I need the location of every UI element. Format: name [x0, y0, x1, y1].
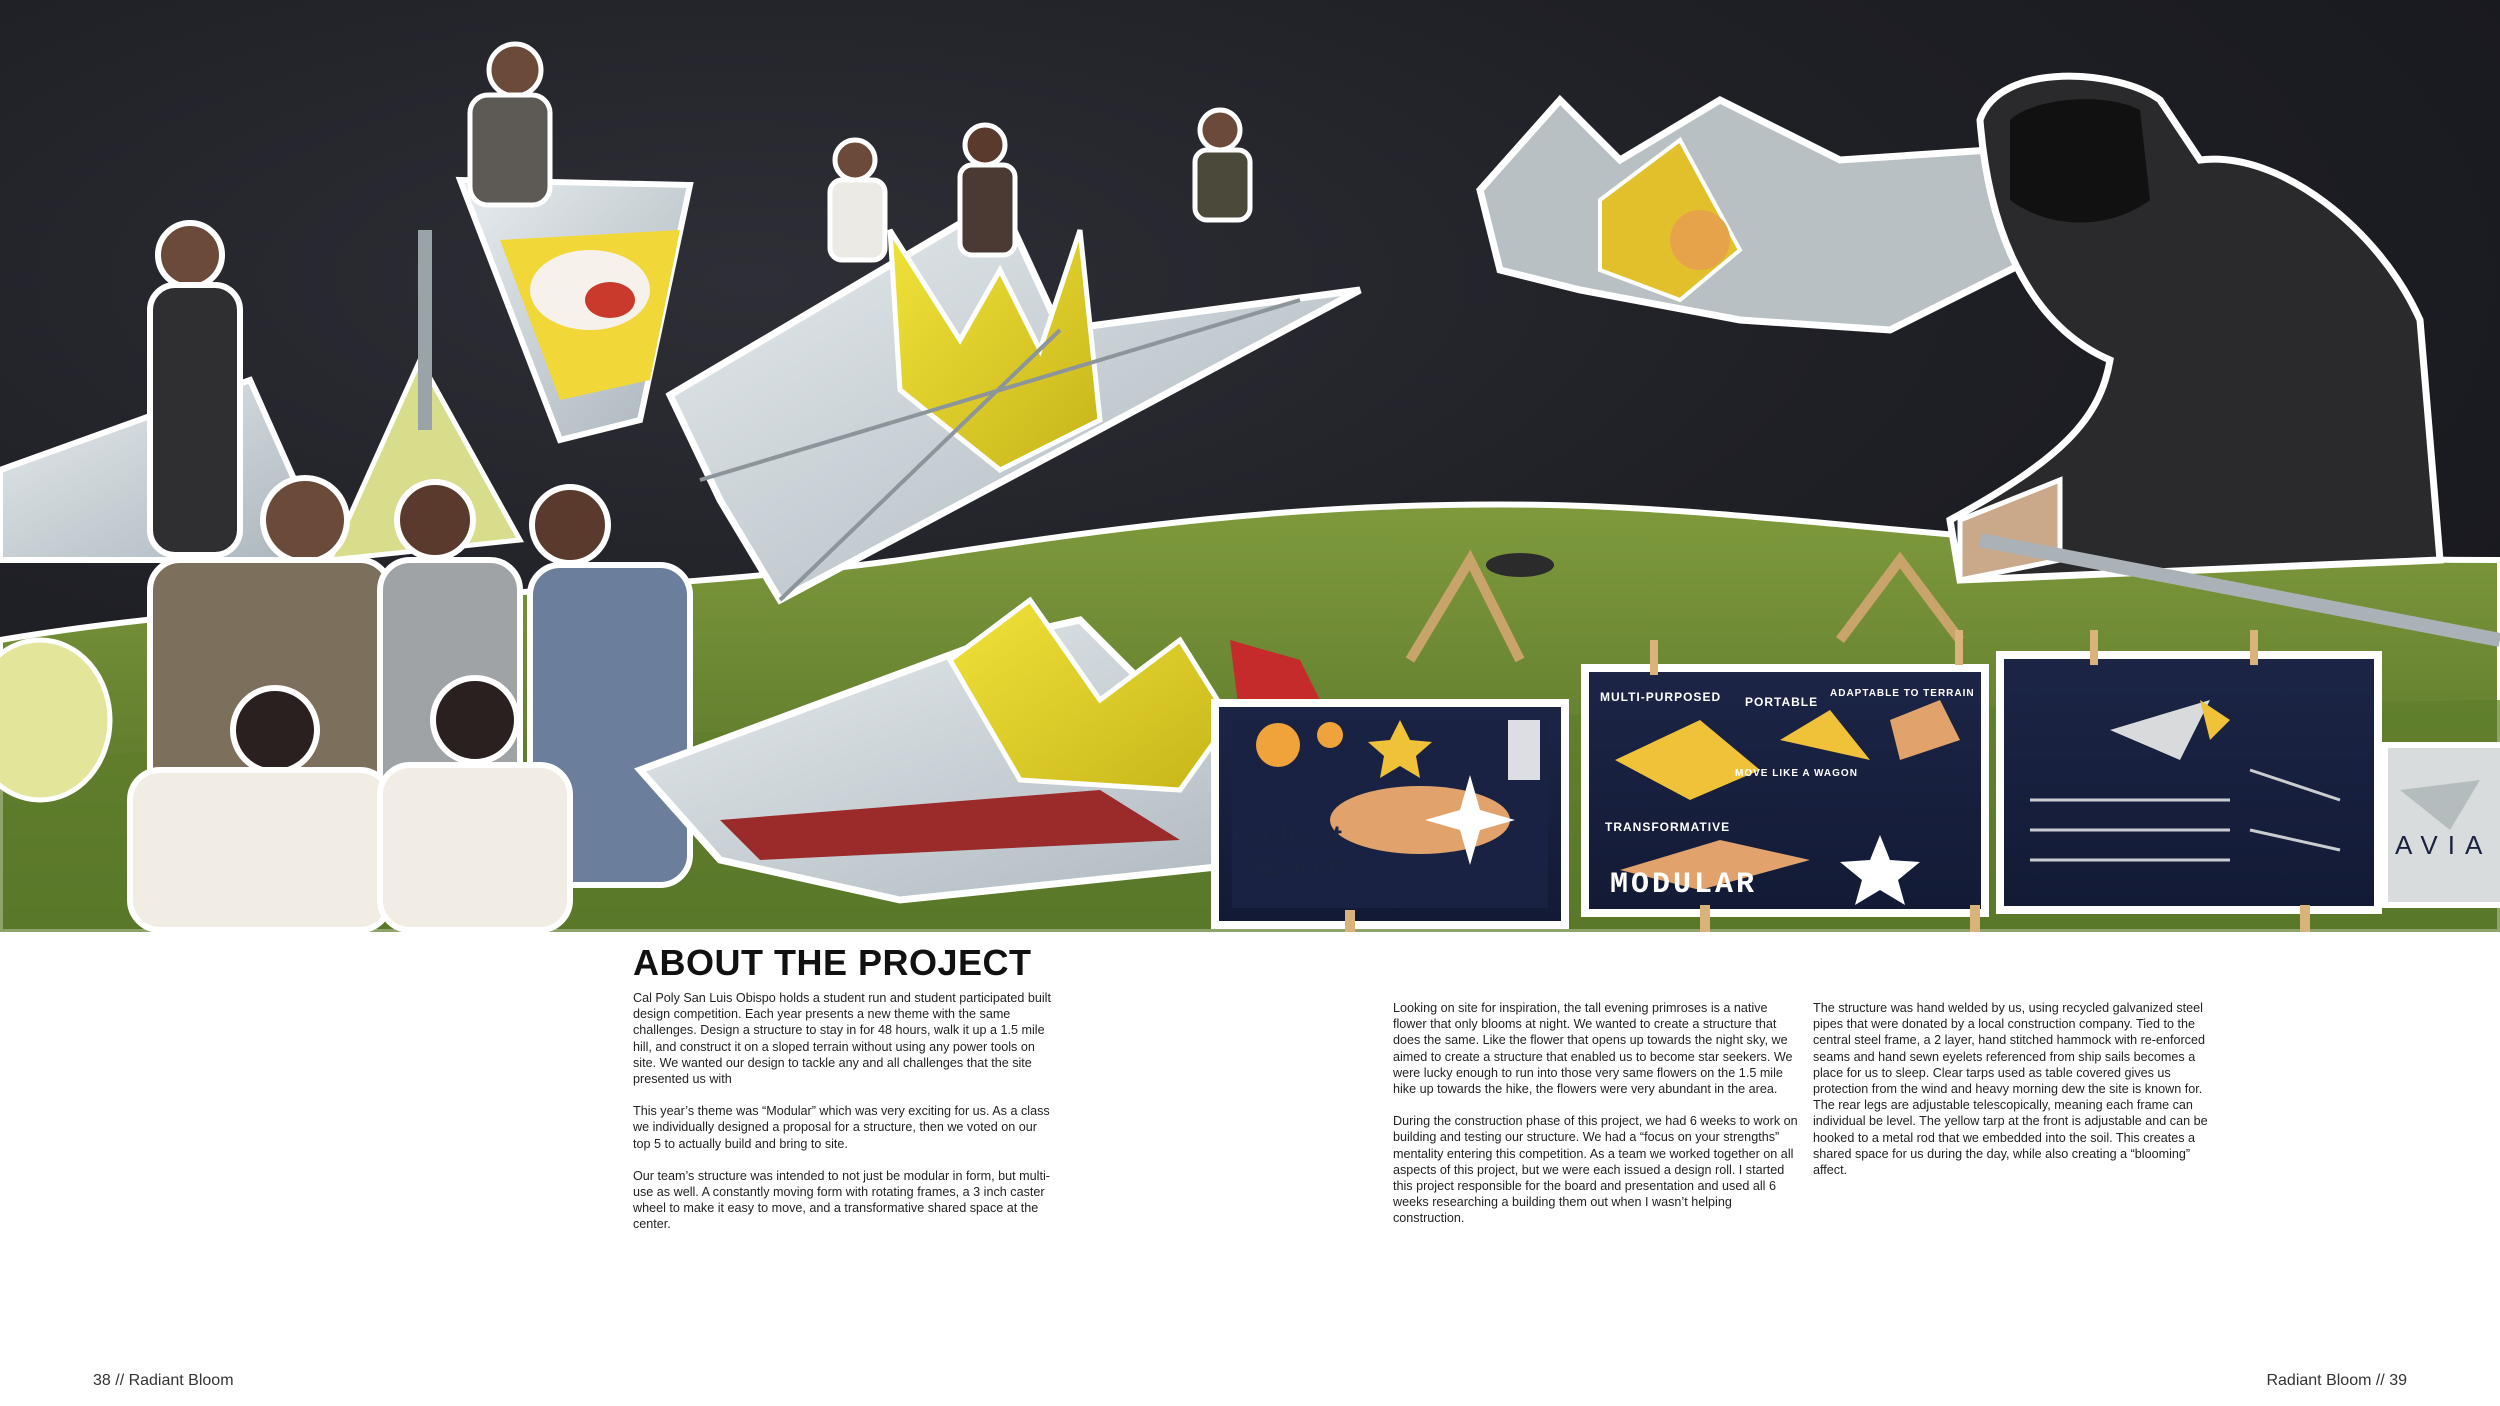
- board-label-adaptable: ADAPTABLE TO TERRAIN: [1830, 688, 1975, 699]
- board-label-wagon: MOVE LIKE A WAGON: [1735, 768, 1858, 779]
- text-column-1: [633, 990, 1051, 1249]
- paragraph: During the construction phase of this project, we had 6 weeks to work on building and testing our structure. We had a “focus on your strengths” mentality entering this competition. As a team we worked together on all aspects of this project, but we were each issued a design roll. I started this project responsible for the board and presentation and used all 6 weeks researching a building them out when I wasn’t helping construction.: [1393, 1114, 1798, 1226]
- poster-title-line2: Bloom: [1252, 850, 1346, 883]
- section-title: ABOUT THE PROJECT: [633, 942, 1032, 983]
- board-label-portable: PORTABLE: [1745, 695, 1819, 709]
- poster-title-line1: Radiant: [1232, 820, 1343, 853]
- board-label-multipurposed: MULTI-PURPOSED: [1600, 690, 1722, 704]
- board-label-transformative: TRANSFORMATIVE: [1605, 820, 1731, 834]
- paragraph: Our team’s structure was intended to not just be modular in form, but multi-use as well. A constantly moving form with rotating frames, a 3 inch caster wheel to make it easy to move, and a transformative shared space at the center.: [633, 1168, 1050, 1232]
- night-structure: [1480, 100, 2050, 330]
- poster-board-4: [2385, 745, 2500, 905]
- paragraph: This year’s theme was “Modular” which was very exciting for us. As a class we individually designed a proposal for a structure, then we voted on our top 5 to actually build and bring to site.: [633, 1104, 1050, 1151]
- text-column-3: [1813, 1000, 2223, 1194]
- board-modular-heading: MODULAR: [1610, 868, 1758, 902]
- poster-board-3: [2000, 655, 2378, 910]
- paragraph: Looking on site for inspiration, the tall evening primroses is a native flower that only blooms at night. We wanted to create a structure that does the same. Like the flower that opens up towards the night sky, we aimed to create a structure that enabled us to become star seekers. We were lucky enough to run into those very same flowers on the 1.5 mile hike up towards the hike, the flowers were very abundant in the area.: [1393, 1001, 1793, 1097]
- page-footer-right: Radiant Bloom // 39: [2266, 1372, 2407, 1389]
- text-column-2: [1393, 1000, 1801, 1243]
- page-footer-left: 38 // Radiant Bloom: [93, 1372, 234, 1389]
- paragraph: Cal Poly San Luis Obispo holds a student run and student participated built design competition. Each year presents a new theme with the same challenges. Design a structure to stay in for 48 hours, walk it up a 1.5 mile hill, and construct it on a sloped terrain without using any power tools on site. We wanted our design to tackle any and all challenges that the site presented us with: [633, 991, 1051, 1087]
- paragraph: The structure was hand welded by us, using recycled galvanized steel pipes that were donated by a local construction company. Tied to the central steel frame, a 2 layer, hand stitched hammock with re-enforced seams and hand sewn eyelets referenced from ship sails becomes a place for us to sleep. Clear tarps used as table covered gives us protection from the wind and heavy morning dew the site is known for. The rear legs are adjustable telescopically, meaning each frame can individual be level. The yellow tarp at the front is adjustable and can be hooked to a metal rod that we embedded into the soil. This creates a shared space for us during the day, while also creating a “blooming” affect.: [1813, 1001, 2208, 1178]
- board-avia-heading: AVIA: [2395, 830, 2493, 860]
